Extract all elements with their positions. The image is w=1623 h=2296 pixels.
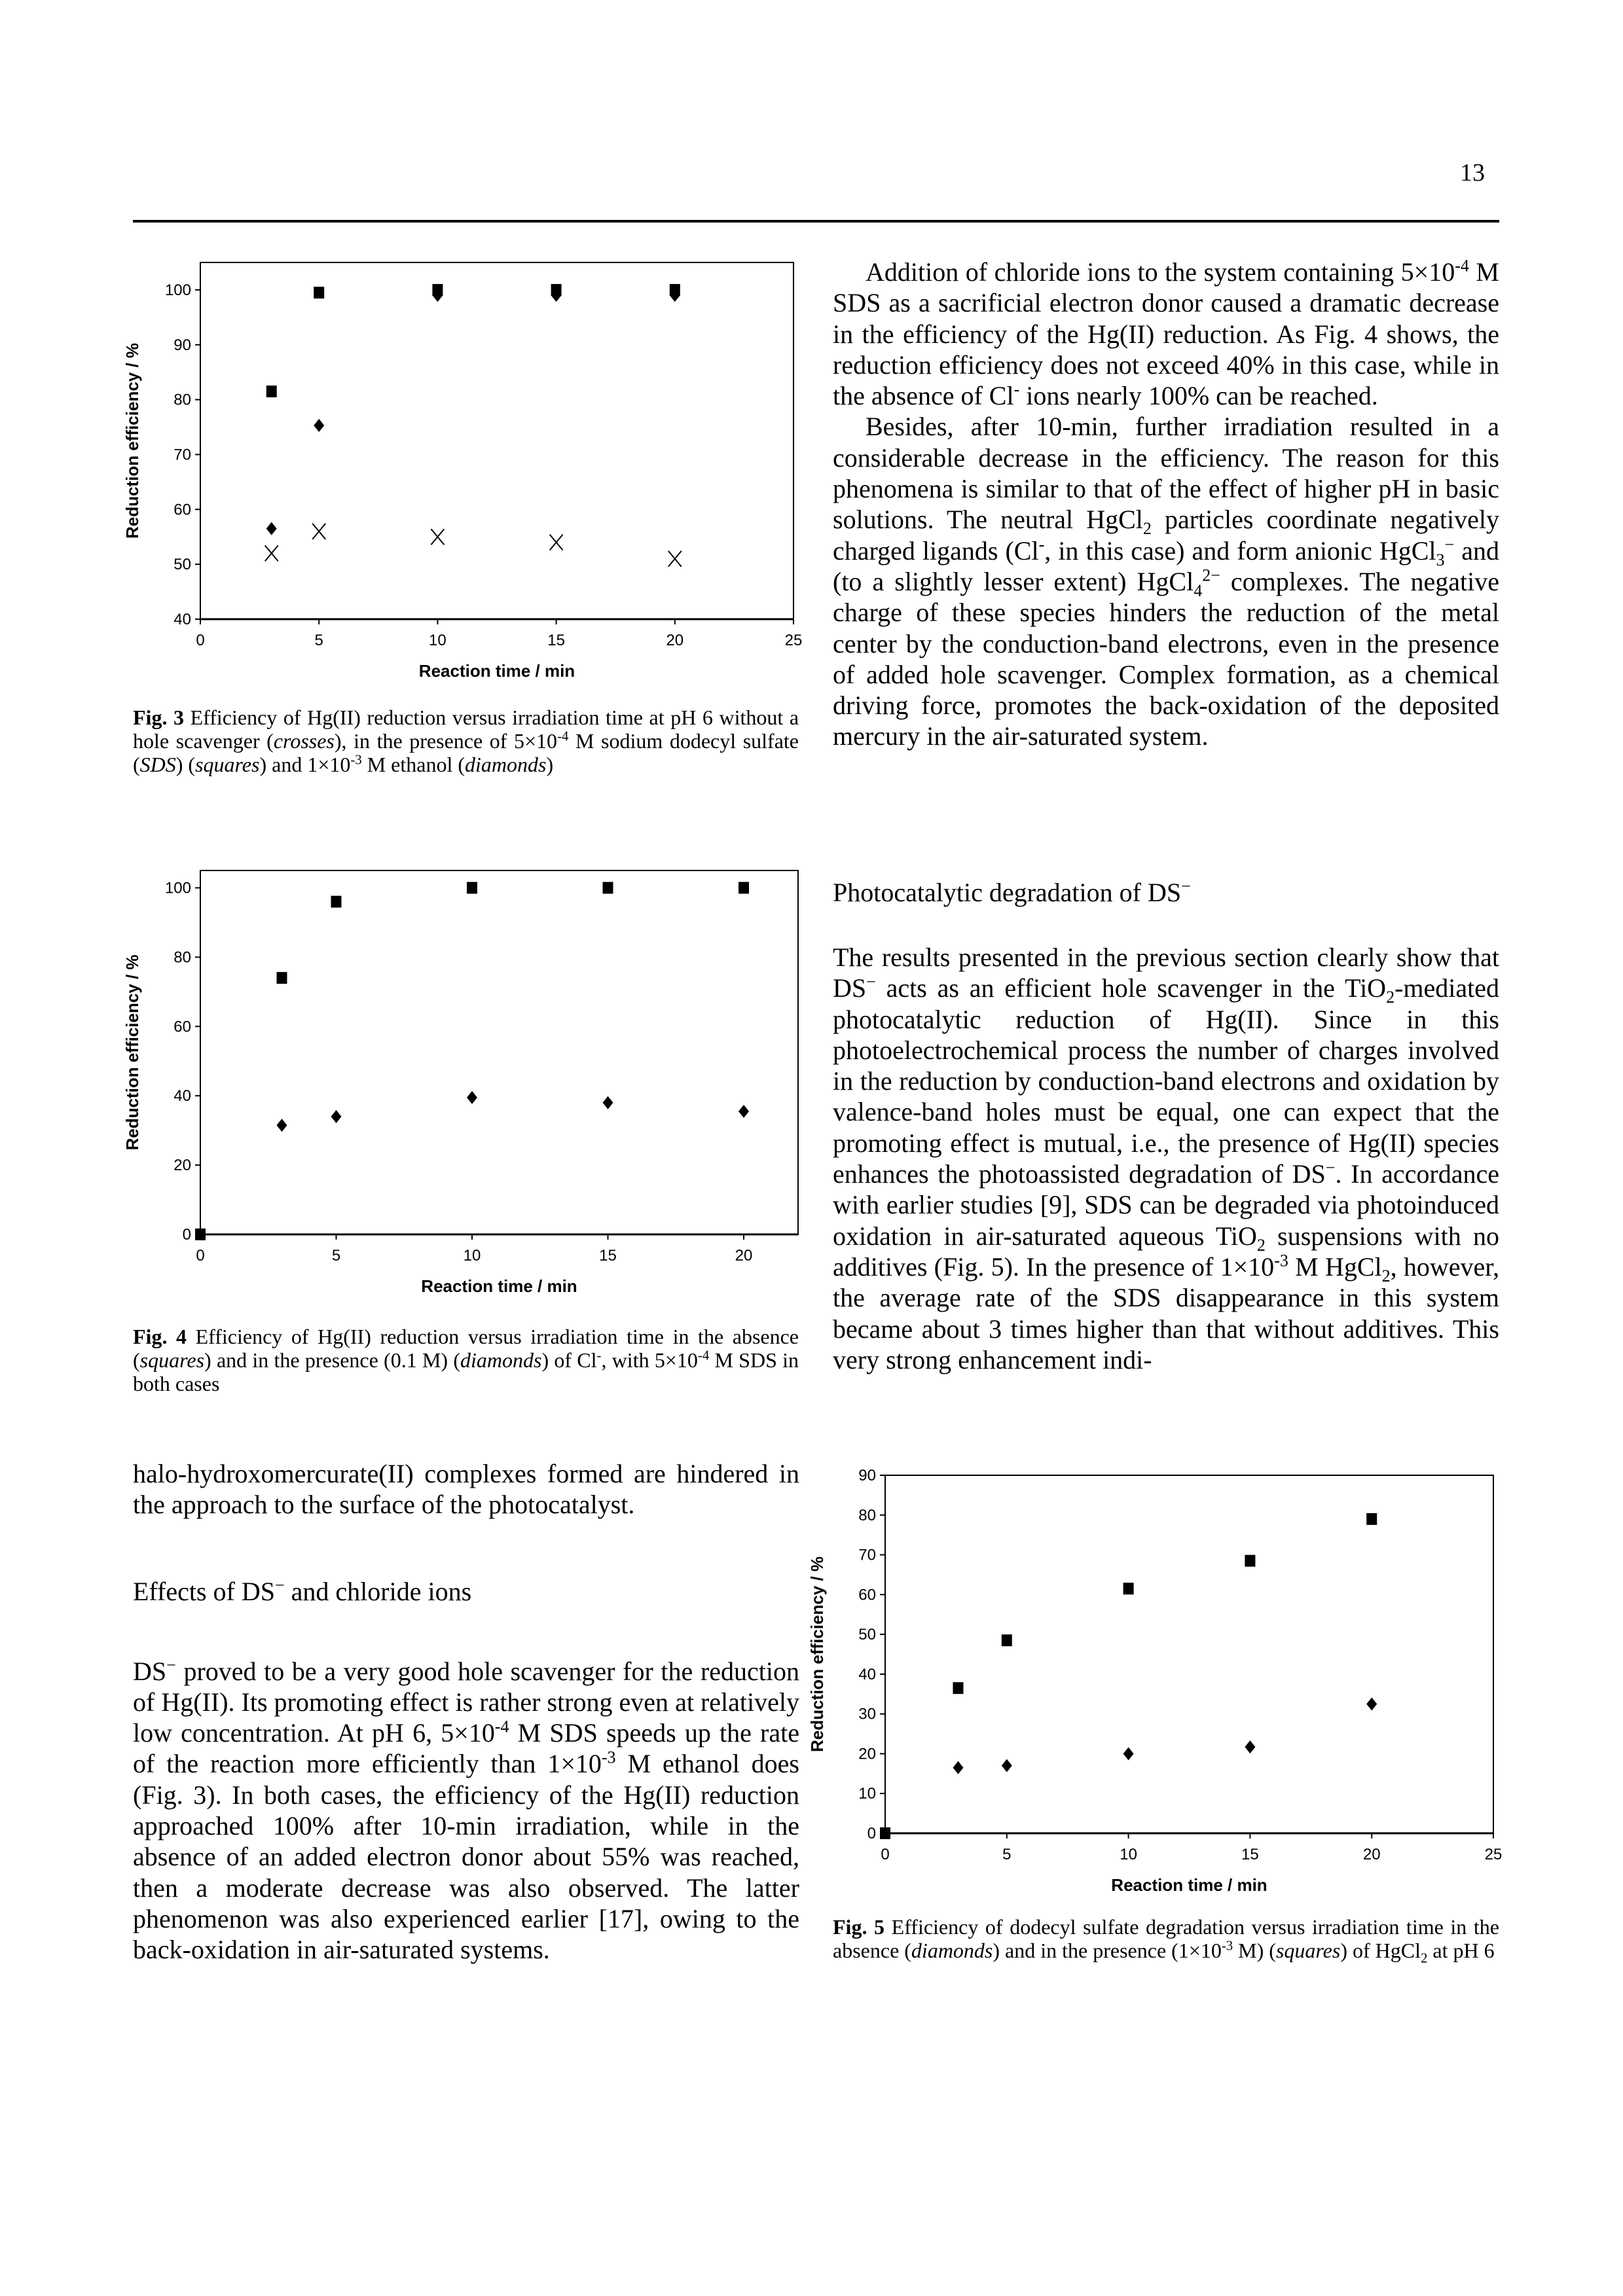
svg-text:0: 0: [196, 1247, 205, 1265]
svg-text:10: 10: [429, 632, 447, 649]
svg-text:10: 10: [858, 1785, 876, 1803]
svg-text:15: 15: [1241, 1846, 1259, 1863]
figure-4-chart: [98, 857, 818, 1309]
svg-text:20: 20: [1362, 1846, 1381, 1863]
svg-text:15: 15: [547, 632, 565, 649]
page-number: 13: [1460, 159, 1485, 187]
svg-text:70: 70: [858, 1546, 876, 1564]
paragraph: Besides, after 10-min, further irradiation resulted in a considerable decrease in the efficiency. The reason for this phenomena is similar to that of the effect of higher pH in basic solutions. The neutral HgCl$_2$ particles coordinate negatively charged ligands (Cl-, in this case) and form anionic HgCl$_3$− and (to a slightly lesser extent) HgCl$_4^{2-}$ complexes. The negative charge of these species hinders the reduction of the metal center by the conduction-band electrons, even in the presence of added hole scavenger. Complex formation, as a chemical driving force, promotes the back-oxidation of the deposited mercury in the air-saturated system.: [833, 412, 1499, 751]
right-column-top-text: [833, 257, 1499, 752]
caption-text: Efficiency of Hg(II) reduction versus irradiation time in the absence (squares) and in the presence (0.1 M) (diamonds) of Cl-, with $5\times 10^{-4}$ M SDS in both cases: [133, 1325, 799, 1395]
svg-text:10: 10: [1120, 1846, 1137, 1863]
svg-text:25: 25: [1484, 1846, 1503, 1863]
svg-text:50: 50: [858, 1626, 876, 1644]
svg-text:Reaction time / min: Reaction time / min: [1111, 1875, 1267, 1895]
section-heading: Photocatalytic degradation of DS−: [833, 876, 1191, 907]
svg-text:Reduction efficiency / %: Reduction efficiency / %: [122, 954, 142, 1151]
paragraph: halo-hydroxomercurate(II) complexes formed are hindered in the approach to the surface of the photocatalyst.: [133, 1459, 799, 1520]
svg-text:40: 40: [173, 1087, 191, 1105]
figure-3-chart: [98, 249, 818, 681]
svg-text:Reduction efficiency / %: Reduction efficiency / %: [807, 1556, 827, 1753]
figure-5-label: Fig. 5: [833, 1915, 885, 1939]
svg-text:40: 40: [858, 1665, 876, 1683]
svg-text:Reduction efficiency / %: Reduction efficiency / %: [122, 342, 142, 539]
svg-text:100: 100: [164, 281, 191, 299]
svg-text:20: 20: [735, 1247, 753, 1265]
figure-3-caption: [133, 706, 799, 776]
svg-text:80: 80: [173, 948, 191, 967]
paragraph: Addition of chloride ions to the system containing $5\times 10^{-4}$ M SDS as a sacrificial electron donor caused a dramatic decrease in the efficiency of the Hg(II) reduction. As Fig. 4 shows, the reduction efficiency does not exceed 40% in this case, while in the absence of Cl- ions nearly 100% can be reached.: [833, 256, 1499, 411]
svg-text:70: 70: [173, 446, 191, 464]
svg-text:60: 60: [173, 501, 191, 519]
figure-5-caption: [833, 1915, 1500, 1966]
svg-text:10: 10: [463, 1247, 481, 1265]
scatter-plot: [98, 857, 818, 1309]
svg-text:0: 0: [867, 1825, 876, 1842]
caption-text: Efficiency of Hg(II) reduction versus irradiation time at pH 6 without a hole scavenger (crosses), in the presence of $5\times 10^{-4}$ M sodium dodecyl sulfate (SDS) (squares) and $1\times 10^{-3}$ M ethanol (diamonds): [133, 706, 799, 776]
figure-3-label: Fig. 3: [133, 706, 185, 729]
svg-text:80: 80: [858, 1506, 876, 1524]
left-column-bottom-text: [133, 1458, 799, 1965]
svg-text:0: 0: [196, 632, 205, 649]
svg-text:20: 20: [666, 632, 684, 649]
svg-text:100: 100: [164, 879, 191, 897]
svg-text:60: 60: [173, 1018, 191, 1036]
figure-4-caption: [133, 1325, 799, 1395]
caption-text: Efficiency of dodecyl sulfate degradation versus irradiation time in the absence (diamonds) and in the presence ($1\times 10^{-3}$ M) (squares) of HgCl$_2$ at pH 6: [833, 1915, 1500, 1966]
svg-text:Reaction time / min: Reaction time / min: [418, 661, 575, 681]
svg-text:5: 5: [314, 632, 323, 649]
svg-text:0: 0: [182, 1226, 191, 1244]
svg-text:20: 20: [858, 1745, 876, 1763]
svg-text:15: 15: [599, 1247, 617, 1265]
svg-text:90: 90: [173, 336, 191, 354]
svg-text:30: 30: [858, 1705, 876, 1723]
svg-text:60: 60: [858, 1586, 876, 1604]
header-rule: [133, 220, 1499, 223]
figure-5-chart: [786, 1460, 1512, 1911]
svg-text:Reaction time / min: Reaction time / min: [421, 1276, 577, 1296]
right-column-mid-text: [833, 877, 1499, 1375]
paragraph: DS− proved to be a very good hole scavenger for the reduction of Hg(II). Its promoting effect is rather strong even at relatively low concentration. At pH 6, $5\times 10^{-4}$ M SDS speeds up the rate of the reaction more efficiently than $1\times 10^{-3}$ M ethanol does (Fig. 3). In both cases, the efficiency of the Hg(II) reduction approached 100% after 10-min irradiation, while in the absence of an added electron donor about 55% was reached, then a moderate decrease was also observed. The latter phenomenon was also experienced earlier [17], owing to the back-oxidation in air-saturated systems.: [133, 1655, 800, 1965]
svg-text:50: 50: [173, 556, 191, 574]
scatter-plot: [786, 1460, 1512, 1911]
svg-text:90: 90: [858, 1467, 876, 1484]
scatter-plot: [98, 249, 818, 681]
section-heading: Effects of DS− and chloride ions: [133, 1575, 472, 1606]
svg-text:80: 80: [173, 391, 191, 409]
svg-text:40: 40: [173, 611, 191, 628]
svg-text:20: 20: [173, 1157, 191, 1175]
svg-text:5: 5: [1002, 1846, 1012, 1863]
figure-4-label: Fig. 4: [133, 1325, 187, 1348]
svg-text:25: 25: [784, 632, 803, 649]
paragraph: The results presented in the previous section clearly show that DS− acts as an efficient hole scavenger in the TiO$_2$-mediated photocatalytic reduction of Hg(II). Since in this photoelectrochemical process the number of charges involved in the reduction by conduction-band electrons and oxidation by valence-band holes must be equal, one can expect that the promoting effect is mutual, i.e., the presence of Hg(II) species enhances the photoassisted degradation of DS−. In accordance with earlier studies [9], SDS can be degraded via photoinduced oxidation in air-saturated aqueous TiO$_2$ suspensions with no additives (Fig. 5). In the presence of $1\times 10^{-3}$ M HgCl$_2$, however, the average rate of the SDS disappearance in this system became about 3 times higher than that without additives. This very strong enhancement indi-: [833, 942, 1499, 1374]
svg-text:5: 5: [331, 1247, 341, 1265]
svg-text:0: 0: [881, 1846, 890, 1863]
